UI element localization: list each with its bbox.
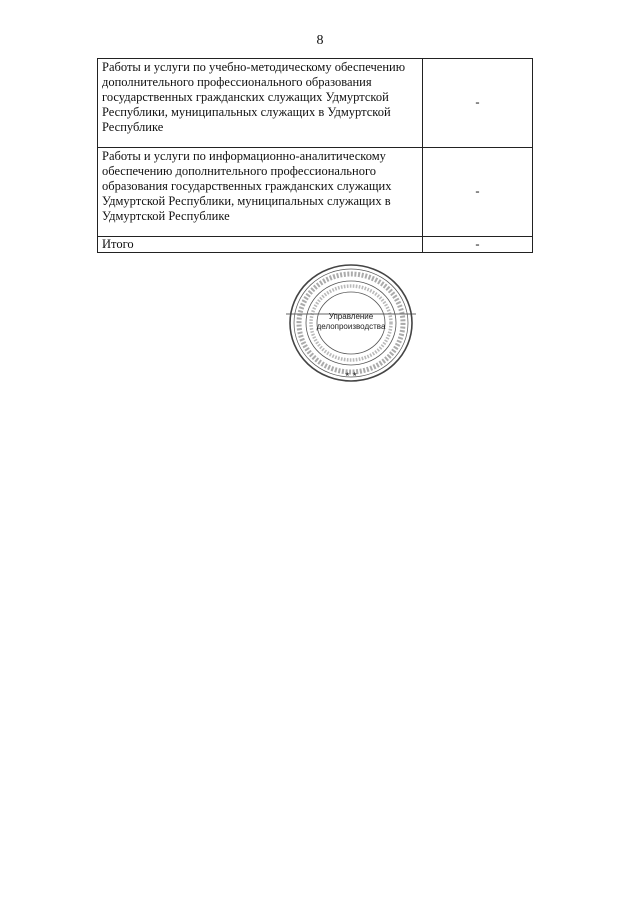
svg-text:★ ★: ★ ★ [344, 371, 358, 378]
row-value: - [423, 148, 533, 237]
seal-text-line-1: Управление [328, 312, 374, 321]
total-value: - [423, 237, 533, 253]
row-description: Работы и услуги по информационно-аналитическому обеспечению дополнительного профессионального образования государственных гражданских служащих Удмуртской Республики, муниципальных служащих в Удмуртской Республике [98, 148, 423, 237]
total-label: Итого [98, 237, 423, 253]
table-row [98, 148, 533, 237]
row-description: Работы и услуги по учебно-методическому обеспечению дополнительного профессионального образования государственных гражданских служащих Удмуртской Республики, муниципальных служащих в Удмуртской Республике [98, 59, 423, 148]
services-table [97, 58, 533, 253]
page-number: 8 [316, 33, 324, 48]
official-seal-stamp [286, 262, 416, 384]
seal-text-line-2: делопроизводства [316, 322, 386, 331]
total-row [98, 237, 533, 253]
table-row [98, 59, 533, 148]
row-value: - [423, 59, 533, 148]
